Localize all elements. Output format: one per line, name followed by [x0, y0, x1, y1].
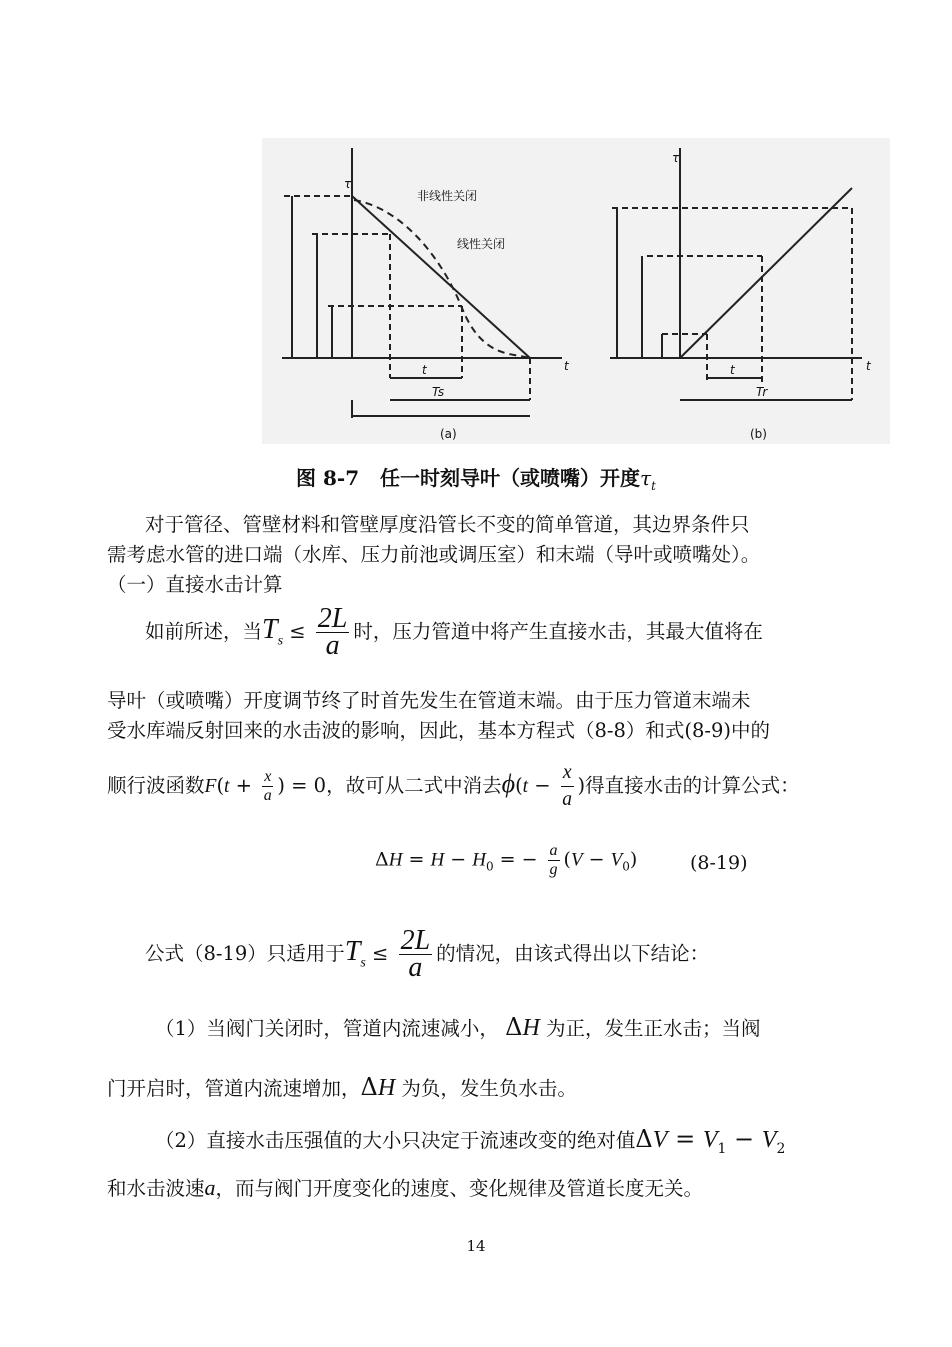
para4-line: 公式（8-19）只适用于$T_s$ ≤ $\frac{2L}{a}$ 的情况，由该式得出以下结论：	[145, 925, 710, 983]
equation-8-19: $\Delta H = H - H_0$ = − $\frac{a}{g}$ $(V - V_0)$	[375, 842, 638, 878]
linear-open-line	[680, 188, 852, 358]
fraction-2L-a: $\frac{2L}{a}$	[317, 603, 348, 661]
para2-line2: 导叶（或喷嘴）开度调节终了时首先发生在管道末端。由于压力管道末端未	[107, 689, 751, 712]
figure-8-7	[262, 138, 890, 444]
para6-line2: 和水击波速a，而与阀门开度变化的速度、变化规律及管道长度无关。	[107, 1175, 704, 1200]
equation-number: (8-19)	[690, 852, 748, 874]
page-number: 14	[466, 1237, 486, 1255]
svg-text:Ts: Ts	[432, 385, 445, 399]
para1-line2: 需考虑水管的进口端（水库、压力前池或调压室）和末端（导叶或喷嘴处）。	[107, 543, 761, 566]
svg-text:t: t	[564, 359, 569, 373]
para3-line: 顺行波函数F(t + $\frac{x}{a}$ ) = 0，故可从二式中消去ϕ(t − $\frac{x}{a}$ )得直接水击的计算公式：	[107, 762, 800, 810]
nonlinear-close-label: 非线性关闭	[417, 189, 478, 203]
caption-text: 任一时刻导叶（或喷嘴）开度	[380, 466, 641, 490]
svg-text:τ: τ	[344, 177, 352, 191]
svg-text:t: t	[422, 363, 427, 377]
svg-text:Tr: Tr	[756, 385, 768, 399]
para2-line1: 如前所述，当$T_s$ ≤ $\frac{2L}{a}$ 时，压力管道中将产生直接水击，其最大值将在	[145, 603, 763, 661]
svg-text:t: t	[866, 359, 871, 373]
panel-b-label: (b)	[750, 427, 767, 441]
figure-caption	[0, 462, 952, 493]
svg-text:τ: τ	[672, 151, 680, 165]
linear-close-line	[352, 196, 530, 358]
para6-line1: （2）直接水击压强值的大小只决定于流速改变的绝对值$\Delta V = V_1 - V_2$	[155, 1125, 786, 1157]
caption-prefix: 图 8-7	[296, 466, 360, 490]
panel-a-label: (a)	[440, 427, 457, 441]
linear-close-label: 线性关闭	[457, 237, 506, 251]
figure-diagram	[262, 138, 890, 444]
svg-text:t: t	[730, 363, 735, 377]
section-heading: （一）直接水击计算	[107, 573, 283, 596]
caption-symbol: $\tau_t$	[640, 466, 656, 493]
para1-line1: 对于管径、管壁材料和管壁厚度沿管长不变的简单管道，其边界条件只	[145, 513, 750, 536]
para5-line2: 门开启时，管道内流速增加，ΔH 为负，发生负水击。	[107, 1073, 577, 1101]
para2-line3: 受水库端反射回来的水击波的影响，因此，基本方程式（8-8）和式(8-9)中的	[107, 719, 771, 742]
para5-line1: （1）当阀门关闭时，管道内流速减小， ΔH 为正，发生正水击；当阀	[155, 1013, 761, 1041]
